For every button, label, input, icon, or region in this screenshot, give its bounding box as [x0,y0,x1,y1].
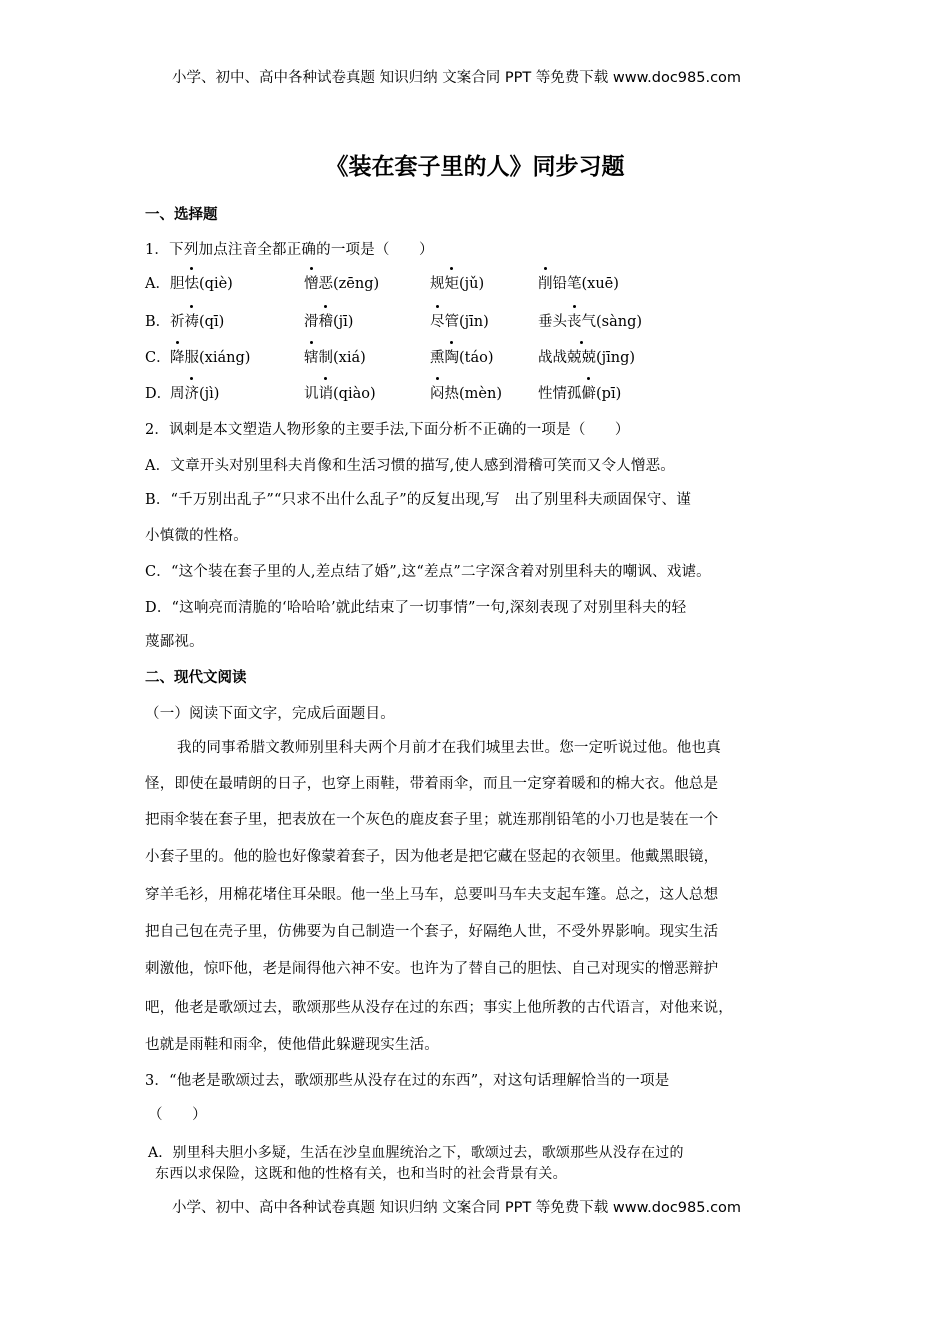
item-suffix: 铅笔(xuē) [552,276,619,292]
item-suffix: (pī) [596,386,622,402]
dotted-character: 僻 [582,382,597,403]
item-prefix: 规 [430,276,445,292]
item-prefix: 周 [170,386,185,402]
reading-line: 刺激他，惊吓他，老是闹得他六神不安。也许为了替自己的胆怯、自己对现实的憎恶辩护 [145,961,719,977]
question-2-option-b-cont: 小慎微的性格。 [145,528,248,544]
item-suffix: (qiè) [199,276,233,292]
q1-option-label: A． [145,276,170,292]
q1-option-item [538,272,619,293]
q1-option-item [430,346,494,367]
page-title: 《装在套子里的人》同步习题 [325,153,625,180]
item-suffix: (jī) [333,314,354,330]
question-2-option-d: D．“这响亮而清脆的‘哈哈哈’就此结束了一切事情”一句,深刻表现了对别里科夫的轻 [145,600,687,616]
dotted-character: 陶 [445,346,460,367]
q1-option-item [538,310,642,331]
q1-option-item [538,346,635,367]
item-suffix: (jǔ) [459,276,485,292]
section-heading-reading: 二、现代文阅读 [145,670,247,686]
item-suffix: (qiào) [333,386,376,402]
q1-option-item [304,310,353,331]
item-suffix: 热(mèn) [444,386,502,402]
reading-line: 我的同事希腊文教师别里科夫两个月前才在我们城里去世。您一定听说过他。他也真 [177,740,721,756]
item-suffix: 管(jīn) [444,314,489,330]
item-suffix: 气(sàng) [581,314,643,330]
q1-option-item [170,382,219,403]
q1-option-item [170,272,233,293]
dotted-character: 辖 [304,346,319,367]
item-prefix: 性情孤 [538,386,582,402]
q1-option-item [304,272,379,293]
item-suffix: 恶(zēng) [318,276,380,292]
question-3-option-a: A．别里科夫胆小多疑，生活在沙皇血腥统治之下，歌颂过去，歌颂那些从没存在过的 [148,1145,684,1161]
reading-line: 把雨伞装在套子里，把表放在一个灰色的鹿皮套子里；就连那削铅笔的小刀也是装在一个 [145,812,719,828]
reading-line: 吧，他老是歌颂过去，歌颂那些从没存在过的东西；事实上他所教的古代语言，对他来说， [145,1000,733,1016]
q1-option-item [430,272,484,293]
item-suffix: (jīng) [596,350,636,366]
question-2-stem: 2．讽刺是本文塑造人物形象的主要手法,下面分析不正确的一项是（ ） [145,422,630,438]
page-header: 小学、初中、高中各种试卷真题 知识归纳 文案合同 PPT 等免费下载 www.doc985.com [172,70,742,86]
dotted-character: 尽 [430,310,445,331]
q1-option-item [430,382,502,403]
item-prefix: 胆 [170,276,185,292]
q1-option-label: D． [145,386,172,402]
dotted-character: 削 [538,272,553,293]
item-suffix: (qī) [199,314,225,330]
item-suffix: 制(xiá) [318,350,366,366]
dotted-character: 济 [185,382,200,403]
reading-intro: （一）阅读下面文字，完成后面题目。 [145,706,395,722]
reading-line: 怪，即使在最晴朗的日子，也穿上雨鞋，带着雨伞，而且一定穿着暖和的棉大衣。他总是 [145,776,719,792]
dotted-character: 憎 [304,272,319,293]
item-suffix: (táo) [459,350,494,366]
question-2-option-d-cont: 蔑鄙视。 [145,634,204,650]
question-2-option-c: C．“这个装在套子里的人,差点结了婚”,这“差点”二字深含着对别里科夫的嘲讽、戏谑。 [145,564,711,580]
reading-line: 小套子里的。他的脸也好像蒙着套子，因为他老是把它藏在竖起的衣领里。他戴黑眼镜， [145,849,719,865]
item-prefix: 讥 [304,386,319,402]
q1-option-item [170,310,224,331]
question-3-stem: 3．“他老是歌颂过去，歌颂那些从没存在过的东西”，对这句话理解恰当的一项是 [145,1073,670,1089]
item-prefix: 垂头 [538,314,567,330]
q1-option-item [304,346,366,367]
dotted-character: 兢兢 [567,346,596,367]
item-prefix: 熏 [430,350,445,366]
dotted-character: 怯 [185,272,200,293]
q1-option-item [538,382,621,403]
question-1-stem: 1．下列加点注音全都正确的一项是（ ） [145,242,434,258]
question-2-option-b: B．“千万别出乱子”“只求不出什么乱子”的反复出现,写 出了别里科夫顽固保守、谨 [145,492,691,508]
reading-line: 穿羊毛衫，用棉花堵住耳朵眼。他一坐上马车，总要叫马车夫支起车篷。总之，这人总想 [145,887,719,903]
reading-line: 也就是雨鞋和雨伞，使他借此躲避现实生活。 [145,1037,439,1053]
item-prefix: 祈 [170,314,185,330]
item-suffix: 服(xiáng) [184,350,251,366]
dotted-character: 诮 [319,382,334,403]
section-heading-choice: 一、选择题 [145,207,218,223]
dotted-character: 闷 [430,382,445,403]
dotted-character: 丧 [567,310,582,331]
question-3-paren: （ ） [148,1107,207,1123]
item-suffix: (jì) [199,386,220,402]
page-footer: 小学、初中、高中各种试卷真题 知识归纳 文案合同 PPT 等免费下载 www.doc985.com [172,1200,742,1216]
item-prefix: 滑 [304,314,319,330]
dotted-character: 矩 [445,272,460,293]
dotted-character: 稽 [319,310,334,331]
dotted-character: 祷 [185,310,200,331]
q1-option-label: B． [145,314,171,330]
reading-line: 把自己包在壳子里，仿佛要为自己制造一个套子，好隔绝人世，不受外界影响。现实生活 [145,924,719,940]
item-prefix: 战战 [538,350,567,366]
dotted-character: 降 [170,346,185,367]
q1-option-item [170,346,250,367]
question-2-option-a: A．文章开头对别里科夫肖像和生活习惯的描写,使人感到滑稽可笑而又令人憎恶。 [145,458,675,474]
question-3-option-a-cont: 东西以求保险，这既和他的性格有关，也和当时的社会背景有关。 [155,1166,567,1182]
q1-option-item [304,382,376,403]
q1-option-label: C． [145,350,171,366]
q1-option-item [430,310,489,331]
